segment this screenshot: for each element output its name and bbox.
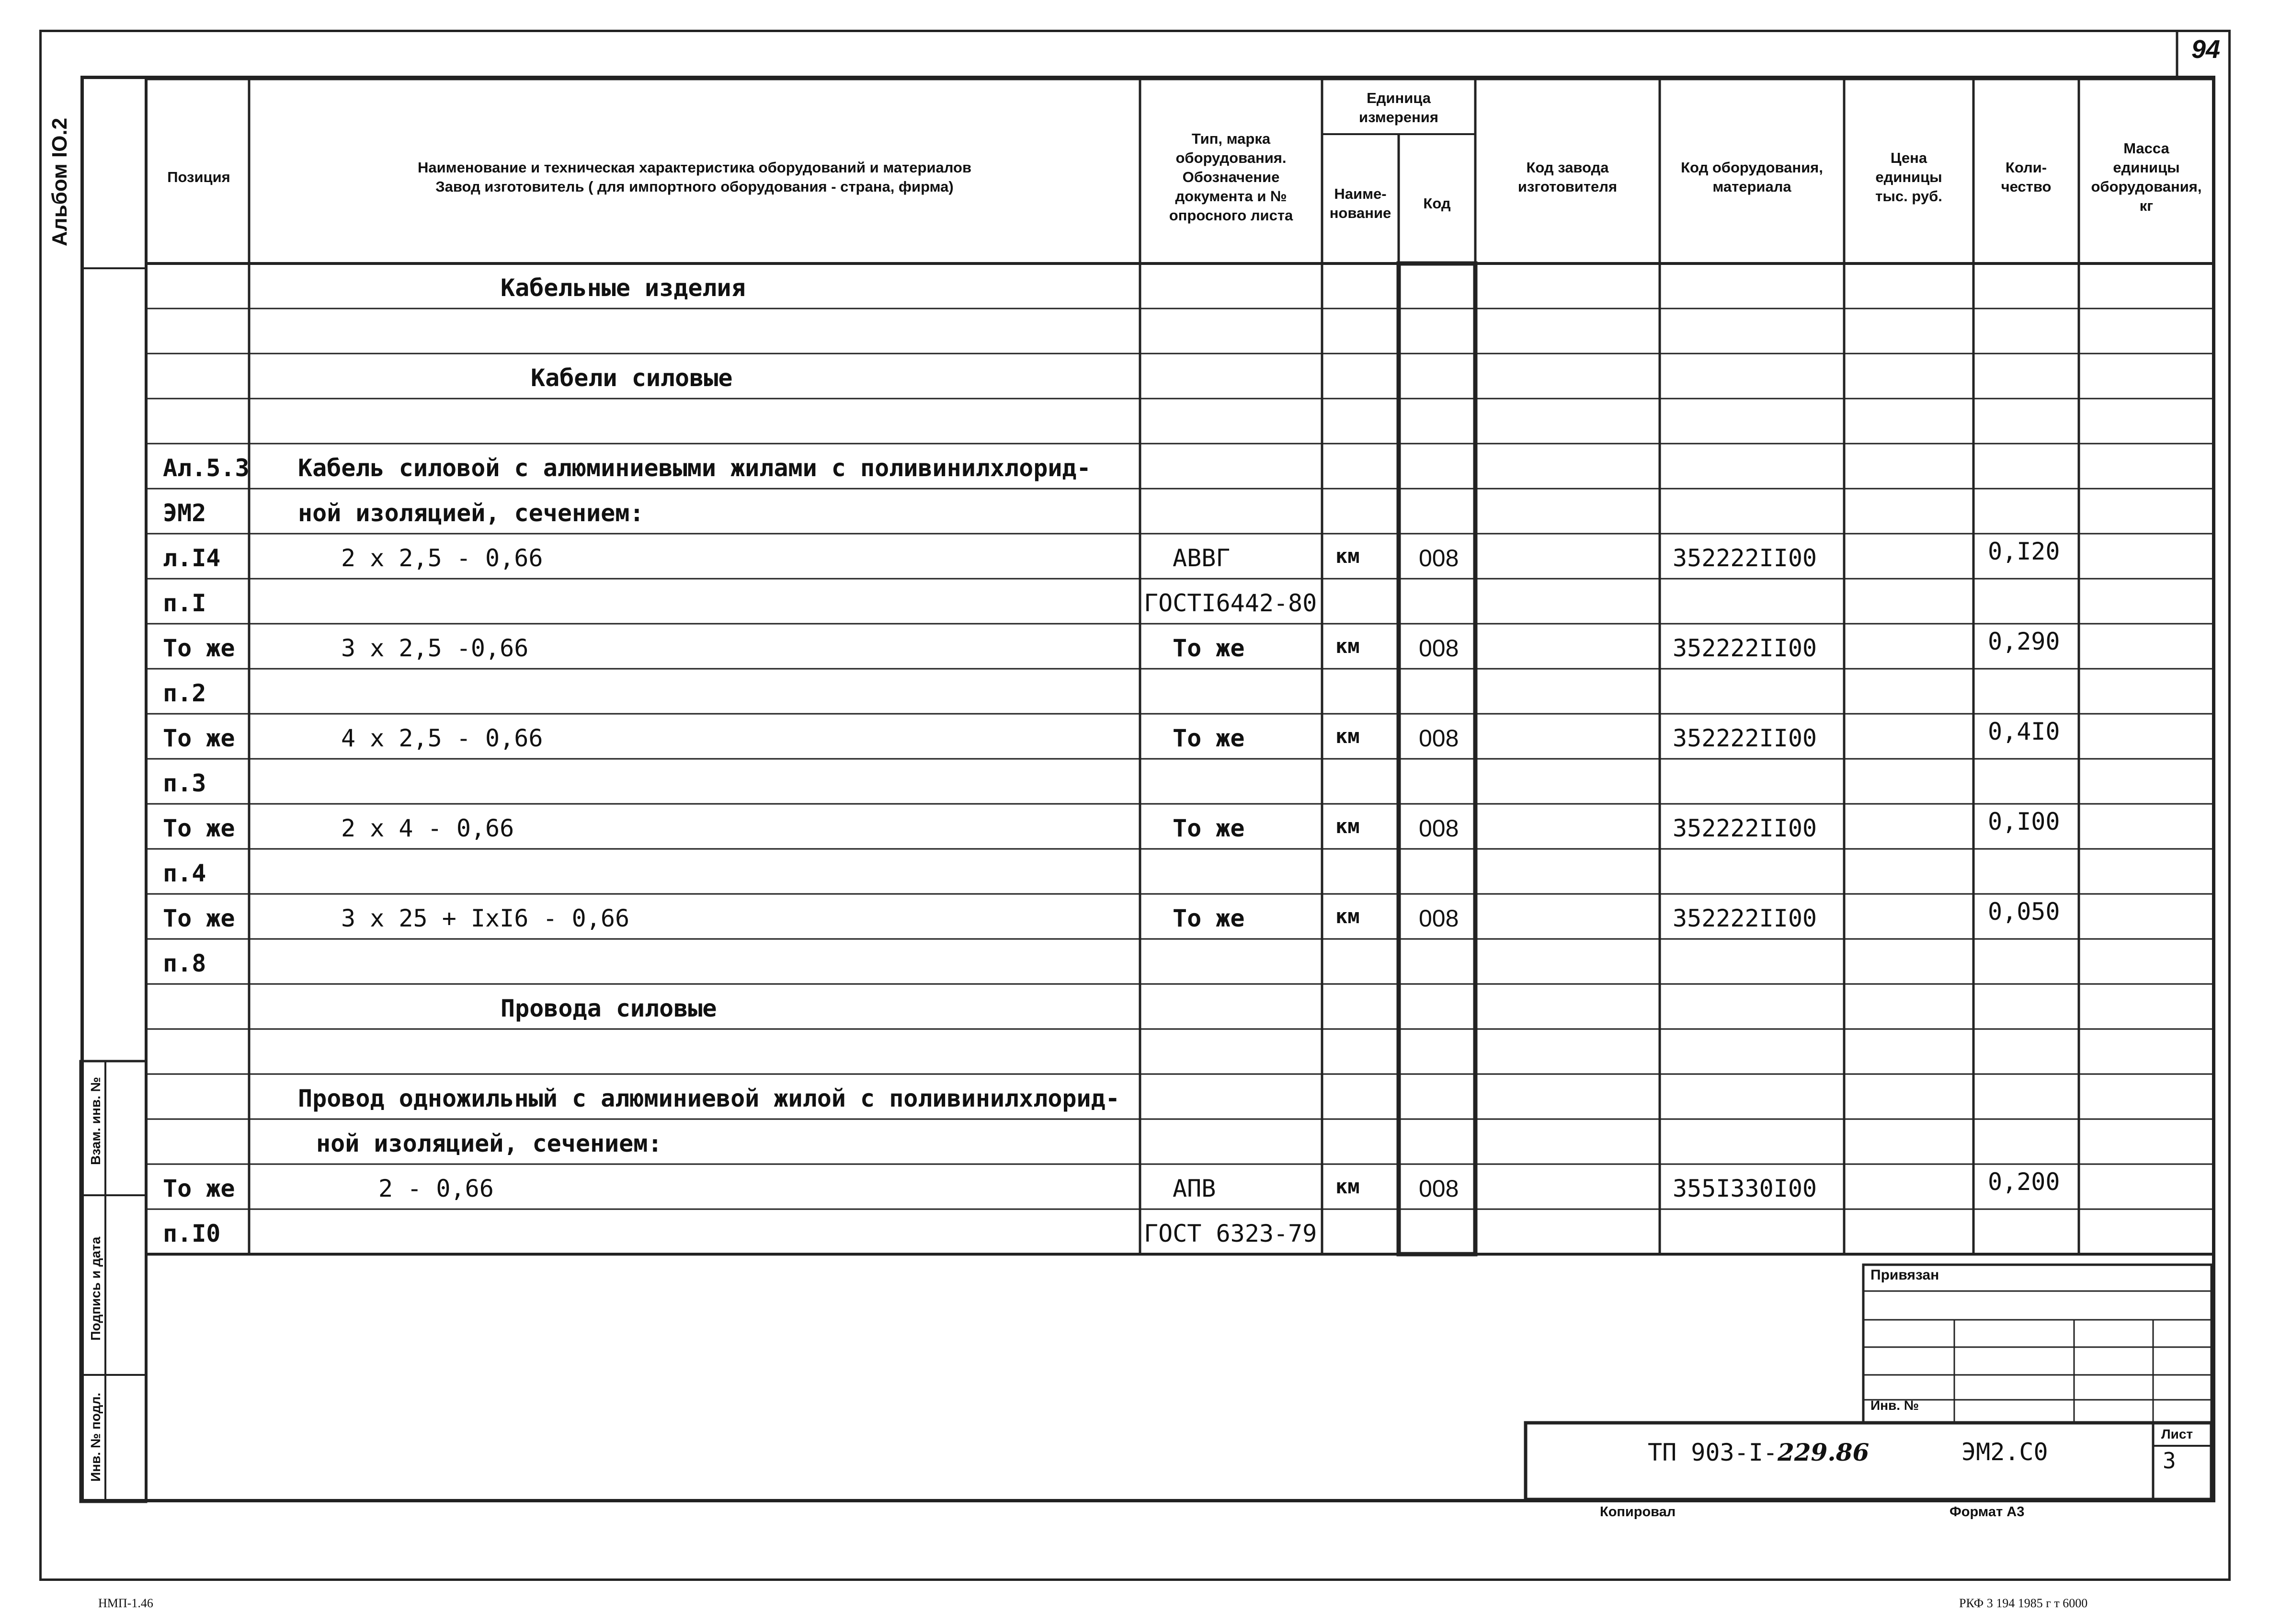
header-equipment-code-line2: материала bbox=[1712, 178, 1791, 195]
row-type: АВВГ bbox=[1173, 544, 1231, 572]
header-plant-code bbox=[1475, 81, 1660, 273]
row-name: ной изоляцией, сечением: bbox=[298, 499, 644, 527]
header-position: Позиция bbox=[167, 169, 230, 185]
title-block-document-code: ЭМ2.С0 bbox=[1961, 1438, 2048, 1466]
footer-copied: Копировал bbox=[1600, 1504, 1676, 1520]
title-block-sheet-value: 3 bbox=[2163, 1448, 2176, 1474]
row-position: Ал.5.3 bbox=[163, 454, 250, 482]
row-name: Провода силовые bbox=[501, 995, 717, 1022]
row-unit: км bbox=[1335, 544, 1360, 568]
row-position: То же bbox=[163, 814, 235, 842]
header-name bbox=[249, 81, 1140, 273]
row-quantity: 0,200 bbox=[1988, 1168, 2060, 1196]
row-equipment-code: 352222II00 bbox=[1673, 724, 1817, 752]
header-type-line1: Тип, марка bbox=[1191, 130, 1271, 147]
row-quantity: 0,I00 bbox=[1988, 808, 2060, 835]
row-unit-code: 008 bbox=[1419, 905, 1459, 932]
project-code-handwritten: 229.86 bbox=[1777, 1438, 1870, 1466]
header-plant-code-line1: Код завода bbox=[1526, 159, 1609, 176]
row-position: п.3 bbox=[163, 769, 206, 797]
row-name: 2 х 2,5 - 0,66 bbox=[341, 544, 543, 572]
row-unit-code: 008 bbox=[1419, 545, 1459, 572]
footer-form-code: НМП-1.46 bbox=[98, 1596, 153, 1610]
row-name: ной изоляцией, сечением: bbox=[316, 1130, 662, 1157]
row-name: Кабели силовые bbox=[531, 364, 733, 392]
header-price bbox=[1844, 81, 1973, 273]
sheet-number: 94 bbox=[2191, 35, 2221, 64]
row-position: л.I4 bbox=[163, 544, 221, 572]
row-unit-code: 008 bbox=[1419, 635, 1459, 662]
header-price-line1: Цена bbox=[1890, 149, 1927, 166]
header-price-line3: тыс. руб. bbox=[1875, 188, 1942, 205]
row-position: ЭМ2 bbox=[163, 499, 206, 527]
header-type-line3: Обозначение bbox=[1182, 169, 1280, 185]
row-unit-code: 008 bbox=[1419, 1175, 1459, 1202]
header-equipment-code-line1: Код оборудования, bbox=[1681, 159, 1823, 176]
row-unit: км bbox=[1335, 1175, 1360, 1198]
row-position: То же bbox=[163, 904, 235, 932]
header-mass-line2: единицы bbox=[2113, 159, 2180, 176]
album-label: Альбом IO.2 bbox=[48, 117, 71, 247]
row-equipment-code: 352222II00 bbox=[1673, 544, 1817, 572]
row-quantity: 0,050 bbox=[1988, 898, 2060, 926]
row-name: 3 х 2,5 -0,66 bbox=[341, 634, 529, 662]
title-block-project-code bbox=[1648, 1438, 1869, 1466]
header-unit-line2: измерения bbox=[1359, 109, 1438, 126]
row-type: То же bbox=[1173, 724, 1245, 752]
row-type: АПВ bbox=[1173, 1175, 1216, 1202]
header-type-line2: оборудования. bbox=[1175, 149, 1287, 166]
row-position: п.2 bbox=[163, 679, 206, 707]
header-unit-name-line2: нование bbox=[1329, 205, 1391, 221]
row-name: Провод одножильный с алюминиевой жилой с поливинилхлорид- bbox=[298, 1085, 1120, 1112]
row-position: п.8 bbox=[163, 949, 206, 977]
row-name: 4 х 2,5 - 0,66 bbox=[341, 724, 543, 752]
footer-print-info: РКФ 3 194 1985 г т 6000 bbox=[1959, 1596, 2088, 1610]
row-quantity: 0,290 bbox=[1988, 628, 2060, 655]
row-position: п.I bbox=[163, 589, 206, 617]
stamp-label-inv: Инв. № подл. bbox=[88, 1393, 103, 1482]
footer-format: Формат А3 bbox=[1950, 1504, 2025, 1520]
header-type-line5: опросного листа bbox=[1169, 207, 1293, 224]
row-unit: км bbox=[1335, 724, 1360, 748]
header-quantity-line1: Коли- bbox=[2005, 159, 2047, 176]
header-unit-code: Код bbox=[1423, 195, 1451, 212]
row-type: ГОСТI6442-80 bbox=[1144, 589, 1317, 617]
header-mass-line3: оборудования, bbox=[2091, 178, 2202, 195]
row-position: п.I0 bbox=[163, 1220, 221, 1247]
header-mass bbox=[2079, 81, 2214, 273]
row-equipment-code: 352222II00 bbox=[1673, 634, 1817, 662]
title-block-linked: Привязан bbox=[1870, 1267, 1939, 1283]
row-unit: км bbox=[1335, 904, 1360, 928]
row-name: Кабельные изделия bbox=[501, 274, 746, 302]
header-mass-line1: Масса bbox=[2123, 140, 2169, 157]
row-name: 2 х 4 - 0,66 bbox=[341, 814, 514, 842]
row-position: То же bbox=[163, 634, 235, 662]
row-position: То же bbox=[163, 724, 235, 752]
row-position: п.4 bbox=[163, 859, 206, 887]
header-unit-name-line1: Наиме- bbox=[1334, 185, 1387, 202]
header-unit-line1: Единица bbox=[1367, 90, 1431, 106]
header-type bbox=[1140, 81, 1322, 273]
header-unit bbox=[1322, 81, 1475, 134]
row-equipment-code: 352222II00 bbox=[1673, 814, 1817, 842]
header-quantity bbox=[1973, 81, 2079, 273]
header-type-line4: документа и № bbox=[1175, 188, 1287, 205]
header-mass-line4: кг bbox=[2139, 197, 2154, 214]
row-name: 2 - 0,66 bbox=[378, 1175, 494, 1202]
row-type: То же bbox=[1173, 634, 1245, 662]
header-name-line1: Наименование и техническая характеристика оборудований и материалов bbox=[417, 159, 972, 176]
row-equipment-code: 352222II00 bbox=[1673, 904, 1817, 932]
header-name-line2: Завод изготовитель ( для импортного оборудования - страна, фирма) bbox=[435, 178, 954, 195]
header-unit-name bbox=[1322, 134, 1399, 273]
project-code-prefix: ТП 903-I- bbox=[1648, 1439, 1778, 1466]
row-name: Кабель силовой с алюминиевыми жилами с поливинилхлорид- bbox=[298, 454, 1091, 482]
title-block-inv: Инв. № bbox=[1870, 1398, 1919, 1413]
header-equipment-code bbox=[1660, 81, 1844, 273]
row-name: 3 х 25 + IхI6 - 0,66 bbox=[341, 904, 630, 932]
row-type: То же bbox=[1173, 814, 1245, 842]
header-price-line2: единицы bbox=[1875, 169, 1942, 185]
row-unit-code: 008 bbox=[1419, 815, 1459, 842]
row-type: ГОСТ 6323-79 bbox=[1144, 1220, 1317, 1247]
row-quantity: 0,I20 bbox=[1988, 538, 2060, 565]
header-quantity-line2: чество bbox=[2001, 178, 2052, 195]
row-type: То же bbox=[1173, 904, 1245, 932]
title-block-sheet-label: Лист bbox=[2161, 1427, 2193, 1441]
row-unit: км bbox=[1335, 814, 1360, 838]
row-equipment-code: 355I330I00 bbox=[1673, 1175, 1817, 1202]
row-quantity: 0,4I0 bbox=[1988, 718, 2060, 745]
header-plant-code-line2: изготовителя bbox=[1517, 178, 1618, 195]
stamp-label-signature: Подпись и дата bbox=[88, 1236, 103, 1341]
row-unit-code: 008 bbox=[1419, 725, 1459, 752]
row-position: То же bbox=[163, 1175, 235, 1202]
row-unit: км bbox=[1335, 634, 1360, 658]
stamp-label-vzam: Взам. инв. № bbox=[88, 1077, 103, 1165]
